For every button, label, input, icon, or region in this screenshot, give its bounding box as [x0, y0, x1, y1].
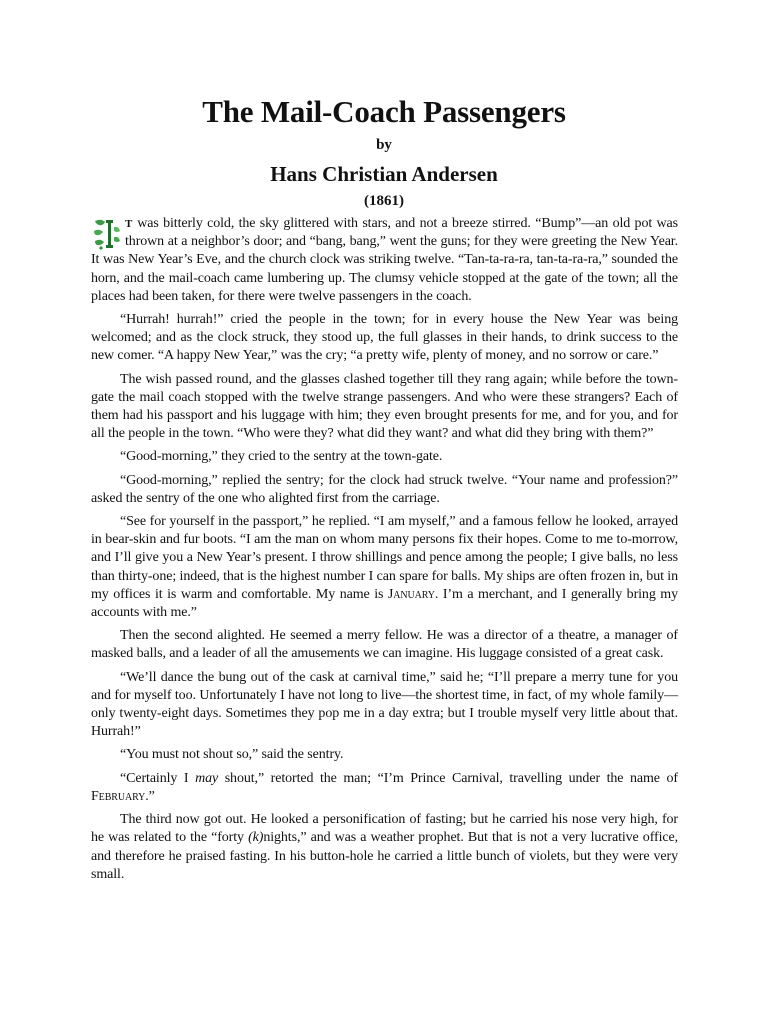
- paragraph-5: “Good-morning,” replied the sentry; for the clock had struck twelve. “Your name and profession?” asked the sentry of the one who alighted first from the carriage.: [91, 472, 678, 506]
- paragraph-10-text-middle: shout,” retorted the man; “I’m Prince Carnival, travelling under the name of: [218, 770, 678, 786]
- drop-cap-initial-i: [91, 217, 121, 251]
- paragraph-7: Then the second alighted. He seemed a merry fellow. He was a director of a theatre, a manager of masked balls, and a leader of all the amusements we can imagine. His luggage consisted of a great cask.: [91, 628, 678, 662]
- paragraph-6: [91, 513, 678, 622]
- paragraph-11-text-before: The third now got out. He looked a personification of fasting; but he carried his nose very high, for he was related to the “forty: [91, 812, 678, 846]
- paragraph-1: [91, 215, 678, 306]
- publication-year: (1861): [364, 193, 404, 209]
- paragraph-6-text-after: . I’m a merchant, and I generally bring my accounts with me.”: [91, 586, 678, 621]
- paragraph-3: The wish passed round, and the glasses clashed together till they rang again; while before the town-gate the mail coach stopped with the twelve strange passengers. And who were these strangers? Each of them had his passport and his luggage with him; they even brought presents for me, and for you, and for all the people in the town. “Who were they? what did they want? and what did they bring with them?”: [91, 371, 678, 442]
- paragraph-10: [91, 770, 678, 806]
- paragraph-10-text-after: .”: [145, 788, 155, 804]
- paragraph-8: “We’ll dance the bung out of the cask at carnival time,” said he; “I’ll prepare a merry tune for you and for myself too. Unfortunately I have not long to live—the shortest time, in fact, of my whole family—only twenty-eight days. Sometimes they pop me in a day extra; but I trouble myself very little about that. Hurrah!”: [91, 669, 678, 740]
- paragraph-11: [91, 811, 678, 884]
- paragraph-2: “Hurrah! hurrah!” cried the people in the town; for in every house the New Year was being welcomed; and as the clock struck, they stood up, the full glasses in their hands, to drink success to the new comer. “A happy New Year,” was the cry; “a pretty wife, plenty of money, and no sorrow or care.”: [91, 312, 678, 364]
- paragraph-10-text-before: “Certainly I: [120, 770, 196, 786]
- emphasis-k: (k): [248, 830, 264, 846]
- emphasis-may: may: [195, 770, 219, 786]
- paragraph-6-text-before: “See for yourself in the passport,” he replied. “I am myself,” and a famous fellow he looked, arrayed in bear-skin and fur boots. “I am the man on whom many persons fix their hopes. Come to me to-morrow, and I’ll give you a New Year’s present. I throw shillings and pence among the people; I give balls, no less than thirty-one; indeed, that is the highest number I can spare for balls. My ships are often frozen in, but in my offices it is warm and comfortable. My name is: [91, 514, 678, 602]
- story-body: [91, 215, 678, 889]
- paragraph-1-text: was bitterly cold, the sky glittered with stars, and not a breeze stirred. “Bump”—an old pot was thrown at a neighbor’s door; and “bang, bang,” went the guns; for they were greeting the New Year. It was New Year’s Eve, and the church clock was striking twelve. “Tan-ta-ra-ra, tan-ta-ra-ra,” sounded the horn, and the mail-coach came lumbering up. The clumsy vehicle stopped at the gate of the town; all the places had been taken, for there were twelve passengers in the coach.: [91, 216, 678, 304]
- author-name: Hans Christian Andersen: [270, 162, 498, 186]
- story-title: The Mail-Coach Passengers: [202, 94, 566, 129]
- month-name-january: January: [387, 586, 435, 602]
- byline-by: by: [376, 137, 392, 153]
- paragraph-4: “Good-morning,” they cried to the sentry at the town-gate.: [120, 449, 443, 465]
- first-word-lead: T: [125, 218, 133, 230]
- paragraph-11-text-after: nights,” and was a weather prophet. But that is not a very lucrative office, and therefore he praised fasting. In his button-hole he carried a little bunch of violets, but they were very small.: [91, 830, 678, 882]
- paragraph-9: “You must not shout so,” said the sentry.: [120, 747, 344, 763]
- month-name-february: February: [91, 788, 146, 804]
